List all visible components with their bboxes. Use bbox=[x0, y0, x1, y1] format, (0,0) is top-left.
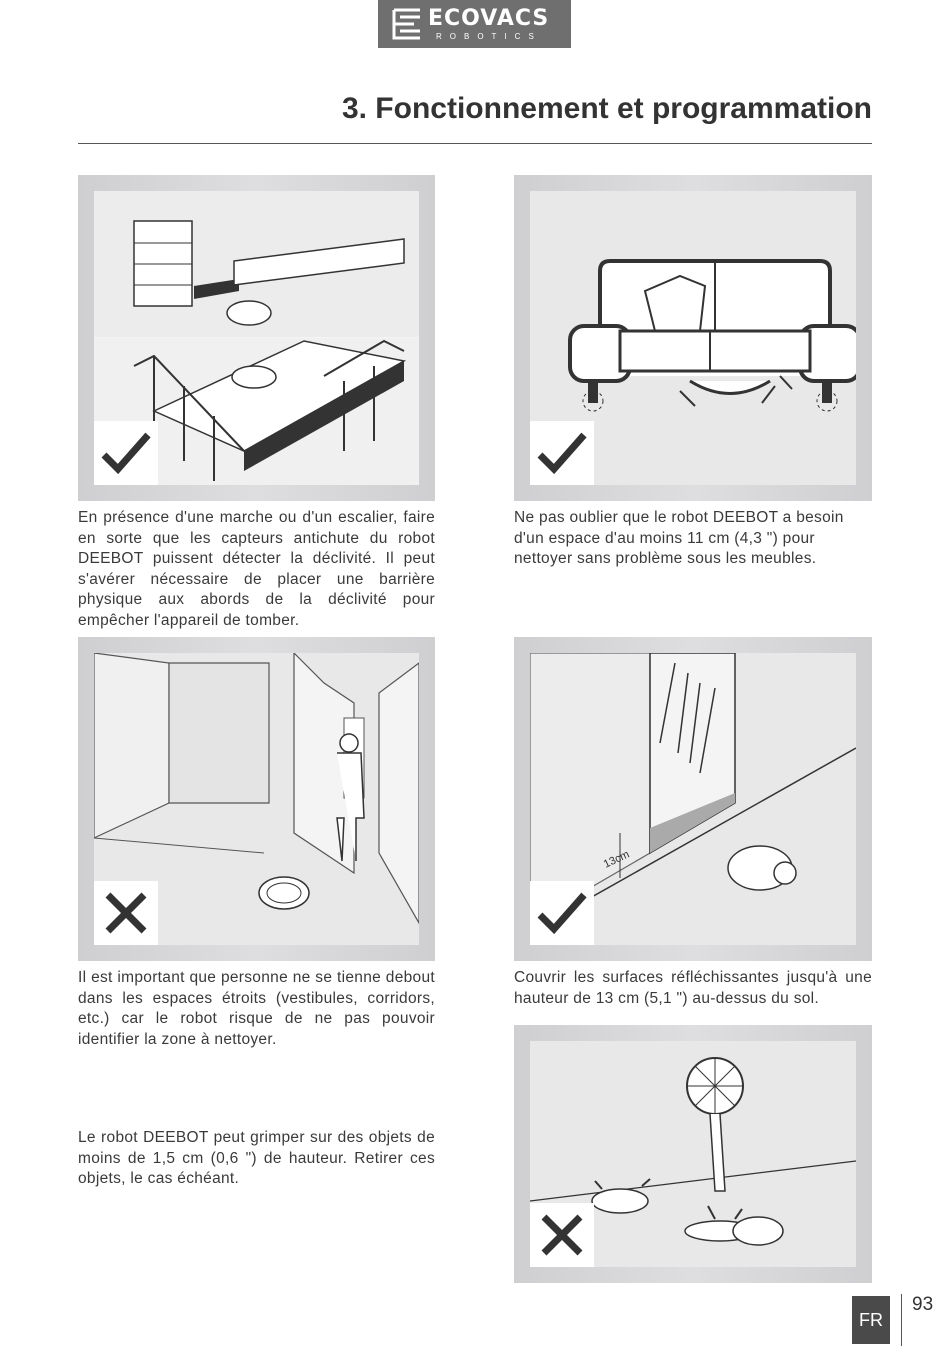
illustration-mirror bbox=[514, 637, 872, 961]
language-tab: FR bbox=[852, 1296, 890, 1344]
illustration-fan bbox=[514, 1025, 872, 1283]
check-icon bbox=[536, 887, 588, 939]
page-number: 93 bbox=[912, 1294, 934, 1315]
check-mark bbox=[94, 421, 158, 485]
title-rule bbox=[78, 143, 872, 144]
brand-name: ECOVACS bbox=[428, 6, 550, 31]
text-corridor: Il est important que personne ne se tienne debout dans les espaces étroits (vestibules, corridors, etc.) car le robot risque de ne pas pouvoir identifier la zone à nettoyer. bbox=[78, 969, 435, 1048]
ecovacs-logo-icon bbox=[392, 8, 422, 40]
footer-divider bbox=[901, 1294, 902, 1346]
text-sofa: Ne pas oublier que le robot DEEBOT a besoin d'un espace d'au moins 11 cm (4,3 ") pour nettoyer sans problème sous les meubles. bbox=[514, 509, 844, 567]
ecovacs-logo bbox=[378, 0, 571, 48]
check-icon bbox=[536, 427, 588, 479]
illustration-sofa bbox=[514, 175, 872, 501]
check-icon bbox=[100, 427, 152, 479]
cross-icon bbox=[536, 1209, 588, 1261]
brand-sub: ROBOTICS bbox=[436, 32, 542, 41]
illustration-corridor bbox=[78, 637, 435, 961]
check-mark bbox=[530, 421, 594, 485]
cross-icon bbox=[100, 887, 152, 939]
cross-mark bbox=[530, 1203, 594, 1267]
illustration-stairs bbox=[78, 175, 435, 501]
page-title: 3. Fonctionnement et programmation bbox=[341, 92, 872, 125]
text-stairs: En présence d'une marche ou d'un escalier, faire en sorte que les capteurs antichute du robot DEEBOT puissent détecter la déclivité. Il peut s'avérer nécessaire de placer une barrière physique aux abords de la déclivité pour empêcher l'appareil de tomber. bbox=[78, 509, 435, 629]
height-label: 13cm bbox=[601, 848, 632, 871]
cross-mark bbox=[94, 881, 158, 945]
text-mirror: Couvrir les surfaces réfléchissantes jusqu'à une hauteur de 13 cm (5,1 ") au-dessus du sol. bbox=[514, 969, 872, 1007]
text-fan: Le robot DEEBOT peut grimper sur des objets de moins de 1,5 cm (0,6 ") de hauteur. Retirer ces objets, le cas échéant. bbox=[78, 1129, 435, 1187]
check-mark bbox=[530, 881, 594, 945]
